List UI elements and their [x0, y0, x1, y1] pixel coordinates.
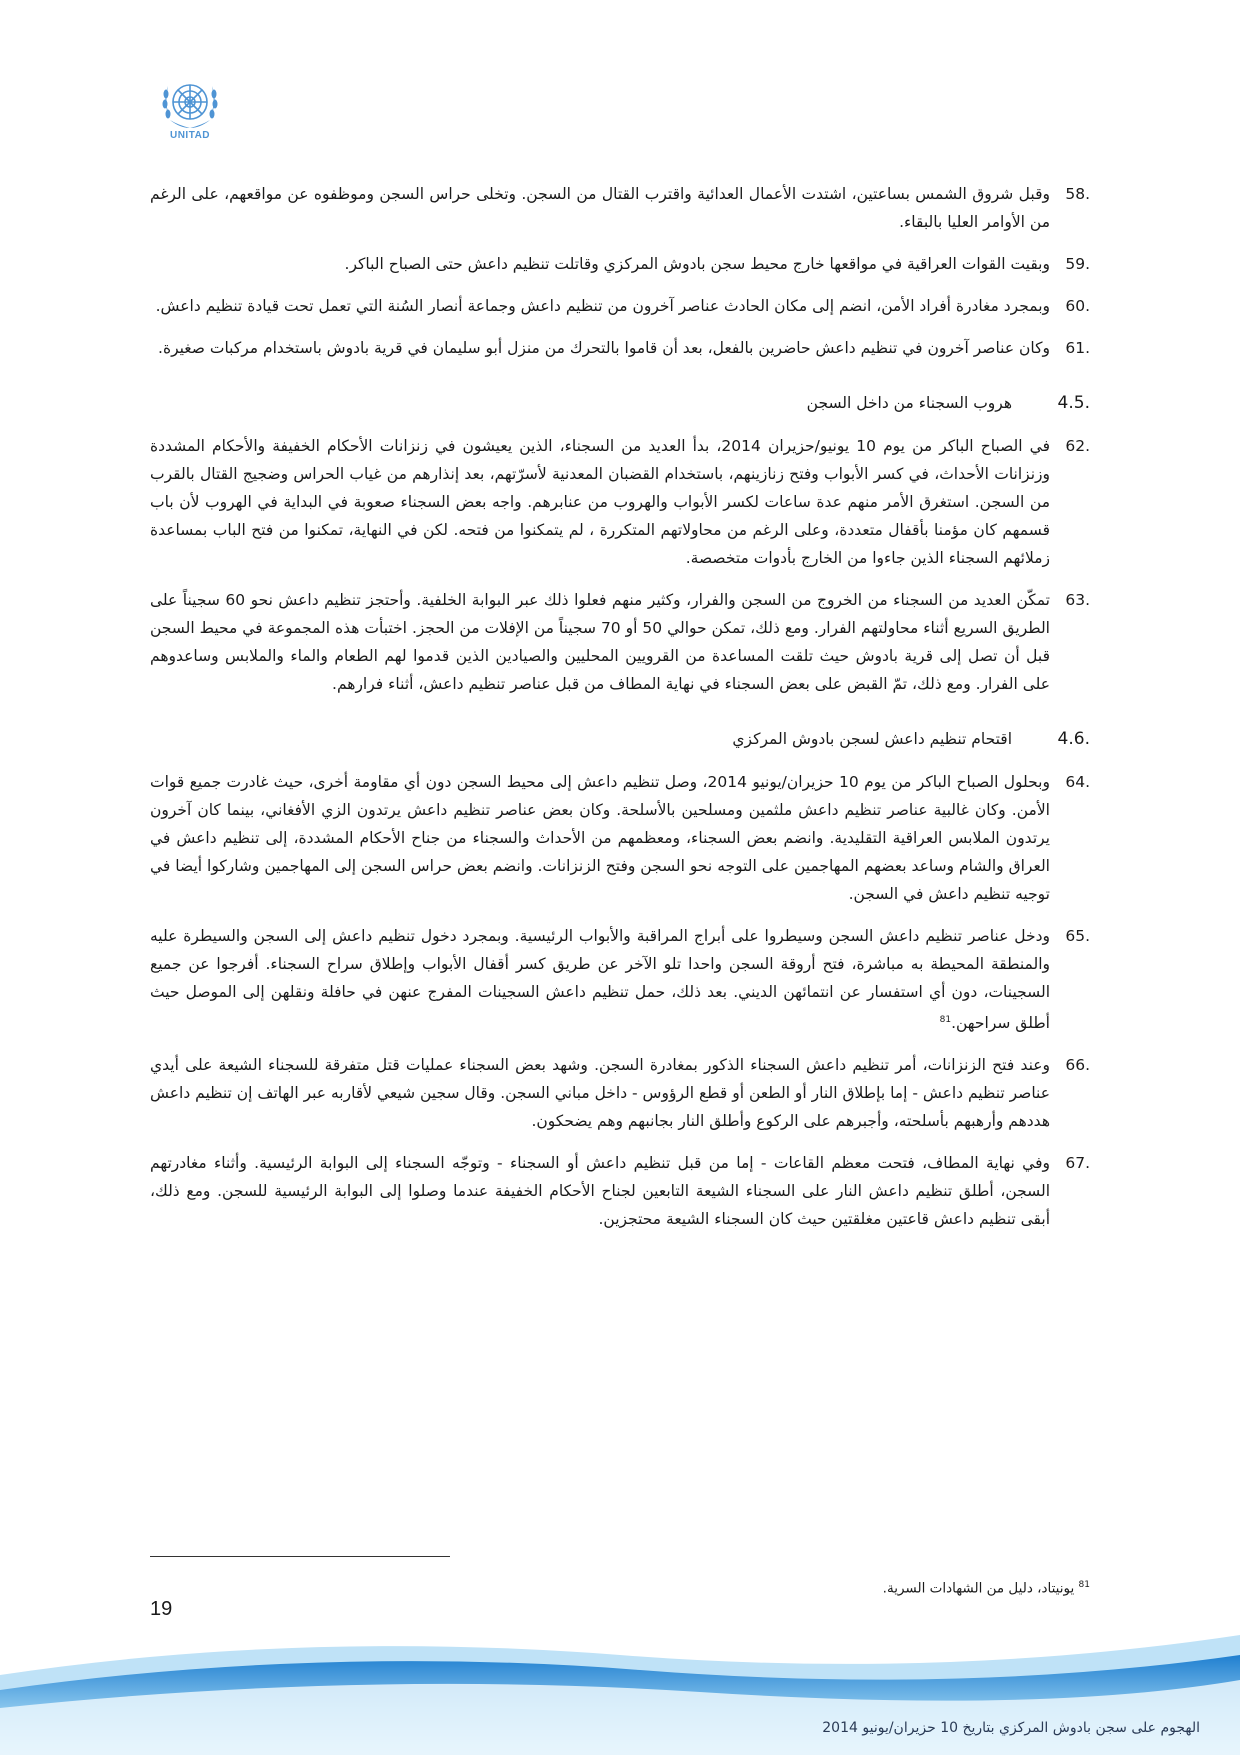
paragraph-text: وكان عناصر آخرون في تنظيم داعش حاضرين بالفعل، بعد أن قاموا بالتحرك من منزل أبو سليمان في قرية بادوش باستخدام مركبات صغيرة. [158, 339, 1050, 357]
document-body [150, 180, 1090, 1247]
footnote-divider [150, 1556, 450, 1557]
section-number: .4.5 [1057, 393, 1090, 413]
paragraph-number: .66 [1065, 1056, 1090, 1075]
paragraph-61 [150, 334, 1090, 362]
paragraph-62 [150, 432, 1090, 572]
footnote-text: يونيتاد، دليل من الشهادات السرية. [882, 1580, 1075, 1597]
paragraph-number: .60 [1065, 297, 1090, 315]
paragraph-number: .67 [1065, 1154, 1090, 1173]
paragraph-text: وبمجرد مغادرة أفراد الأمن، انضم إلى مكان الحادث عناصر آخرون من تنظيم داعش وجماعة أنصار السُنة التي تعمل تحت قيادة تنظيم داعش. [155, 297, 1050, 315]
paragraph-number: .65 [1065, 927, 1090, 945]
paragraph-58 [150, 180, 1090, 236]
paragraph-number: .61 [1065, 339, 1090, 357]
paragraph-text [150, 922, 1050, 1037]
paragraph-67 [150, 1149, 1090, 1233]
section-title: هروب السجناء من داخل السجن [806, 394, 1012, 412]
section-heading-4-6 [150, 724, 1090, 754]
paragraph-text: وبقيت القوات العراقية في مواقعها خارج محيط سجن بادوش المركزي وقاتلت تنظيم داعش حتى الصباح الباكر. [344, 255, 1050, 273]
footnote-reference[interactable]: 81 [939, 1015, 952, 1025]
footnote-number: 81 [1078, 1580, 1090, 1590]
section-title: اقتحام تنظيم داعش لسجن بادوش المركزي [732, 730, 1012, 748]
section-heading-4-5 [150, 388, 1090, 418]
paragraph-63 [150, 586, 1090, 698]
logo-text: UNITAD [169, 130, 211, 141]
paragraph-number: .58 [1065, 185, 1090, 203]
paragraph-number: .63 [1065, 591, 1090, 609]
paragraph-text: تمكّن العديد من السجناء من الخروج من السجن والفرار، وكثير منهم فعلوا ذلك عبر البوابة الخلفية. وأحتجز تنظيم داعش نحو 60 سجيناً على الطريق السريع أثناء محاولتهم الفرار. ومع ذلك، تمكن حوالي 50 أو 70 سجيناً من الإفلات من الحجز. اختبأت هذه المجموعة في محيط السجن قبل أن تصل إلى قرية بادوش حيث تلقت المساعدة من القرويين المحليين والصيادين الذين قدموا لهم الطعام والماء والملابس وساعدوهم على الفرار. ومع ذلك، تمّ القبض على بعض السجناء في نهاية المطاف من قبل عناصر تنظيم داعش، أثناء فرارهم. [150, 591, 1051, 693]
paragraph-text: وبحلول الصباح الباكر من يوم 10 حزيران/يونيو 2014، وصل تنظيم داعش إلى محيط السجن دون أي مقاومة أخرى، حيث غادرت جميع قوات الأمن. وكان غالبية عناصر تنظيم داعش ملثمين ومسلحين بالأسلحة. وكان بعض عناصر تنظيم داعش يرتدون الزي الأفغاني، بينما كان آخرون يرتدون الملابس العراقية التقليدية. وانضم بعض السجناء، ومعظمهم من الأحداث والسجناء من جناح الأحكام المشددة، إلى تنظيم داعش في العراق والشام وساعد بعضهم المهاجمين على التوجه نحو السجن وفتح الزنزانات. وانضم بعض حراس السجن إلى المهاجمين وشاركوا أيضا في توجيه تنظيم داعش في السجن. [150, 773, 1050, 903]
paragraph-text: وعند فتح الزنزانات، أمر تنظيم داعش السجناء الذكور بمغادرة السجن. وشهد بعض السجناء عمليات قتل متفرقة للسجناء الشيعة على أيدي عناصر تنظيم داعش - إما بإطلاق النار أو الطعن أو قطع الرؤوس - داخل مباني السجن. وقال سجين شيعي لأقاربه عبر الهاتف إن تنظيم داعش هددهم وأرهبهم بأسلحته، وأجبرهم على الركوع وأطلق النار بجانبهم وهم يضحكون. [150, 1056, 1050, 1131]
section-number: .4.6 [1057, 729, 1090, 749]
footnote [883, 1580, 1090, 1597]
paragraph-text: وقبل شروق الشمس بساعتين، اشتدت الأعمال العدائية واقترب القتال من السجن. وتخلى حراس السجن وموظفوه عن مواقعهم، على الرغم من الأوامر العليا بالبقاء. [150, 185, 1050, 231]
paragraph-text: وفي نهاية المطاف، فتحت معظم القاعات - إما من قبل تنظيم داعش أو السجناء - وتوجّه السجناء إلى البوابة الرئيسية. وأثناء مغادرتهم السجن، أطلق تنظيم داعش النار على السجناء الشيعة التابعين لجناح الأحكام الخفيفة عندما وصلوا إلى البوابة الرئيسية للسجن. ومع ذلك، أبقى تنظيم داعش قاعتين مغلقتين حيث كان السجناء الشيعة محتجزين. [150, 1154, 1050, 1229]
paragraph-60 [150, 292, 1090, 320]
paragraph-66 [150, 1051, 1090, 1135]
paragraph-59 [150, 250, 1090, 278]
paragraph-number: .59 [1065, 255, 1090, 273]
paragraph-body: ودخل عناصر تنظيم داعش السجن وسيطروا على أبراج المراقبة والأبواب الرئيسية. وبمجرد دخول تنظيم داعش إلى السجن والسيطرة عليه والمنطقة المحيطة به مباشرة، فتح أروقة السجن واحدا تلو الآخر عن طريق كسر أقفال الأبواب وإطلاق سراح السجناء. أفرجوا عن جميع السجينات، دون أي استفسار عن انتمائهن الديني. بعد ذلك، حمل تنظيم داعش السجينات المفرج عنهن في حافلة ونقلهن إلى الموصل حيث أطلق سراحهن. [150, 927, 1050, 1033]
paragraph-number: .62 [1065, 437, 1090, 455]
page-number: 19 [150, 1598, 173, 1620]
paragraph-65 [150, 922, 1090, 1037]
footer-document-title: الهجوم على سجن بادوش المركزي بتاريخ 10 حزيران/يونيو 2014 [822, 1720, 1200, 1736]
footer-wave-decoration [0, 1630, 1240, 1755]
paragraph-64 [150, 768, 1090, 908]
paragraph-number: .64 [1065, 773, 1090, 791]
paragraph-text: في الصباح الباكر من يوم 10 يونيو/حزيران 2014، بدأ العديد من السجناء، الذين يعيشون في زنزانات الأحكام الخفيفة والأحكام المشددة وزنزانات الأحداث، في كسر الأبواب وفتح زنازينهم، باستخدام القضبان المعدنية لأسرّتهم، بعد إنذارهم من غياب الحراس وضجيج القتال بالقرب من السجن. استغرق الأمر منهم عدة ساعات لكسر الأبواب والهروب من عنابرهم. واجه بعض السجناء صعوبة في البداية في الهروب لأن باب قسمهم كان مؤمنا بأقفال متعددة، وعلى الرغم من محاولاتهم المتكررة ، لم يتمكنوا من فتحه. لكن في النهاية، تمكنوا من فتح الباب بمساعدة زملائهم السجناء الذين جاءوا من الخارج بأدوات متخصصة. [150, 437, 1050, 567]
